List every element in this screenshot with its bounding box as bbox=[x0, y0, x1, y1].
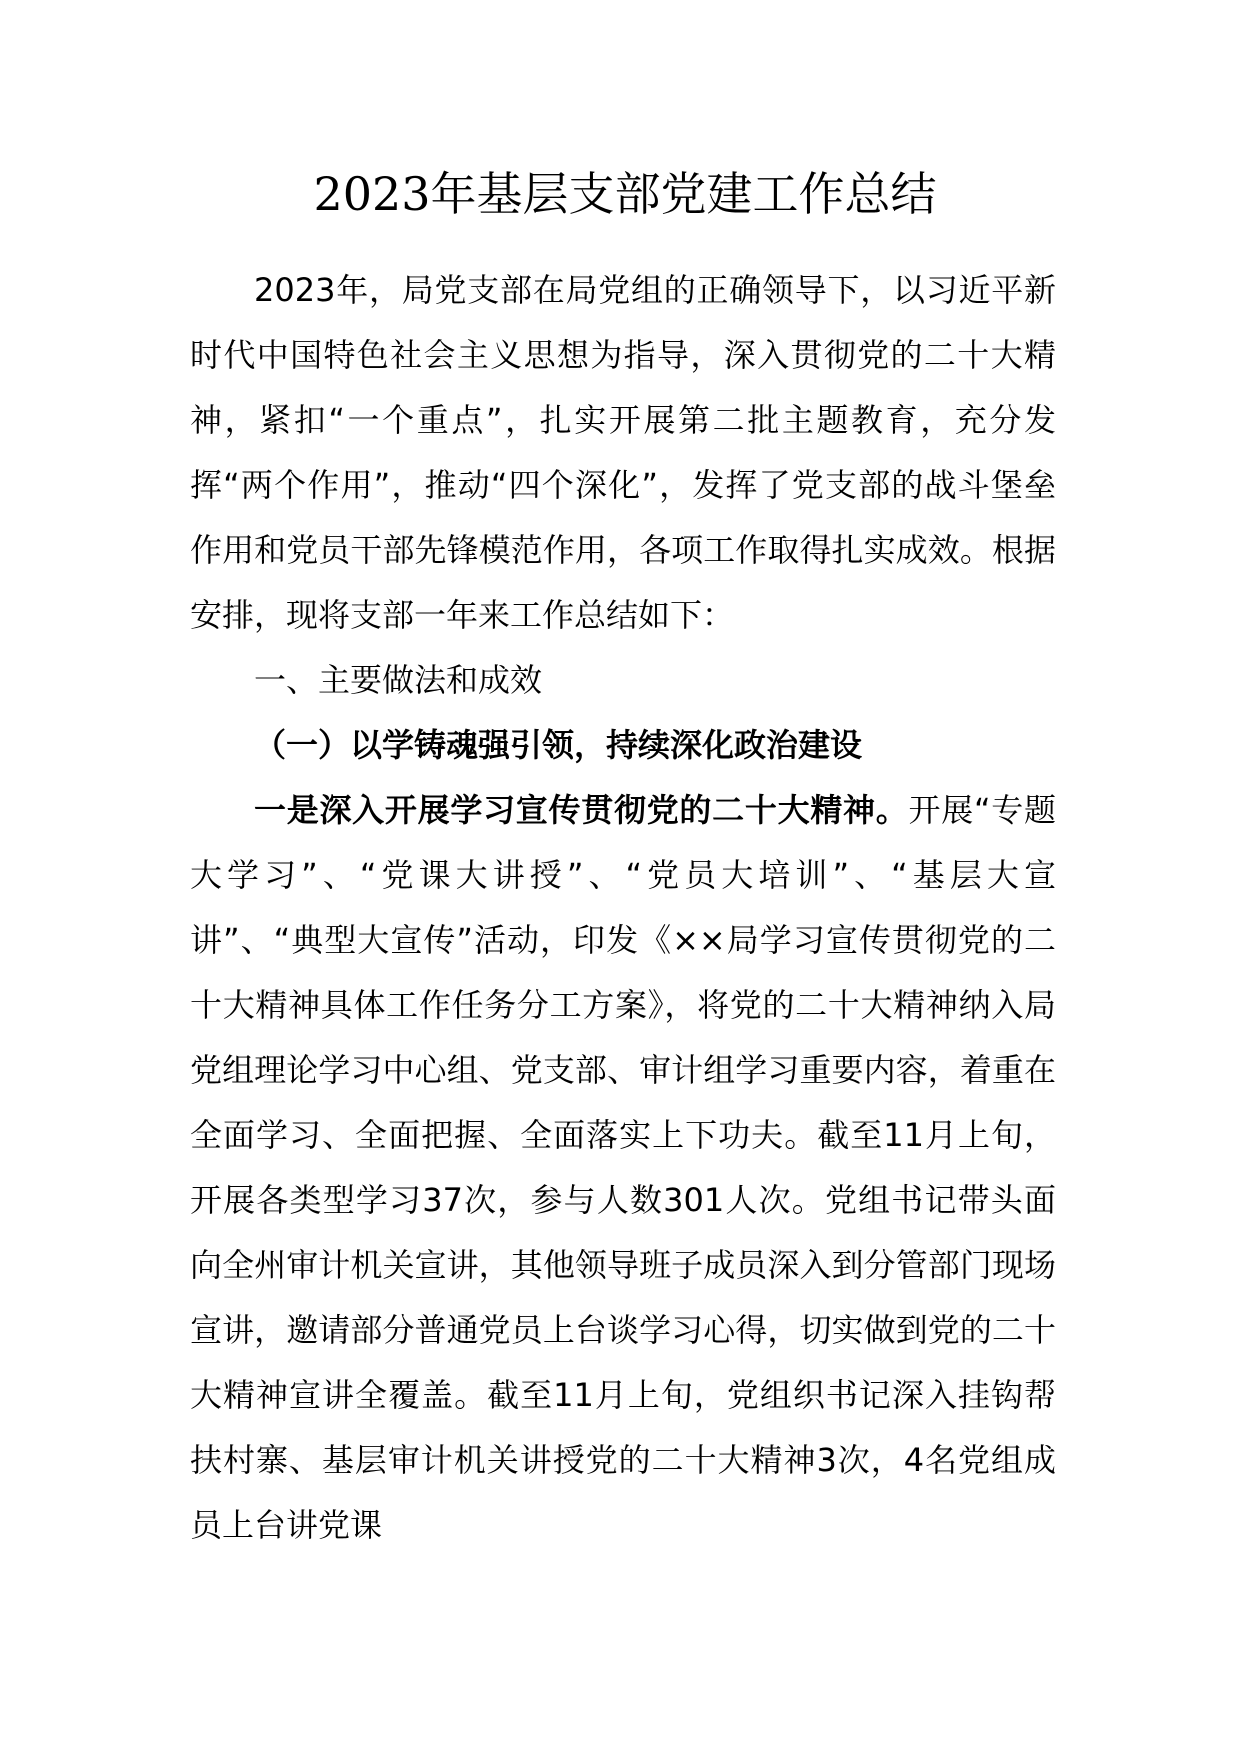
document-title: 2023年基层支部党建工作总结 bbox=[313, 167, 937, 221]
paragraph-lead: 一是深入开展学习宣传贯彻党的二十大精神。 bbox=[254, 791, 909, 829]
intro-paragraph: 2023年，局党支部在局党组的正确领导下，以习近平新时代中国特色社会主义思想为指导，深入贯彻党的二十大精神，紧扣“一个重点”，扎实开展第二批主题教育，充分发挥“两个作用”，推动“四个深化”，发挥了党支部的战斗堡垒作用和党员干部先锋模范作用，各项工作取得扎实成效。根据安排，现将支部一年来工作总结如下： bbox=[190, 271, 1056, 634]
document-body bbox=[190, 258, 1056, 1558]
section-heading: 一、主要做法和成效 bbox=[254, 661, 543, 699]
body-paragraph bbox=[190, 778, 1056, 1558]
paragraph-text: 开展“专题大学习”、“党课大讲授”、“党员大培训”、“基层大宣讲”、“典型大宣传”活动，印发《××局学习宣传贯彻党的二十大精神具体工作任务分工方案》，将党的二十大精神纳入局党组理论学习中心组、党支部、审计组学习重要内容，着重在全面学习、全面把握、全面落实上下功夫。截至11月上旬，开展各类型学习37次，参与人数301人次。党组书记带头面向全州审计机关宣讲，其他领导班子成员深入到分管部门现场宣讲，邀请部分普通党员上台谈学习心得，切实做到党的二十大精神宣讲全覆盖。截至11月上旬，党组织书记深入挂钩帮扶村寨、基层审计机关讲授党的二十大精神3次，4名党组成员上台讲党课 bbox=[190, 791, 1056, 1544]
subsection-heading: （一）以学铸魂强引领，持续深化政治建设 bbox=[254, 726, 863, 764]
